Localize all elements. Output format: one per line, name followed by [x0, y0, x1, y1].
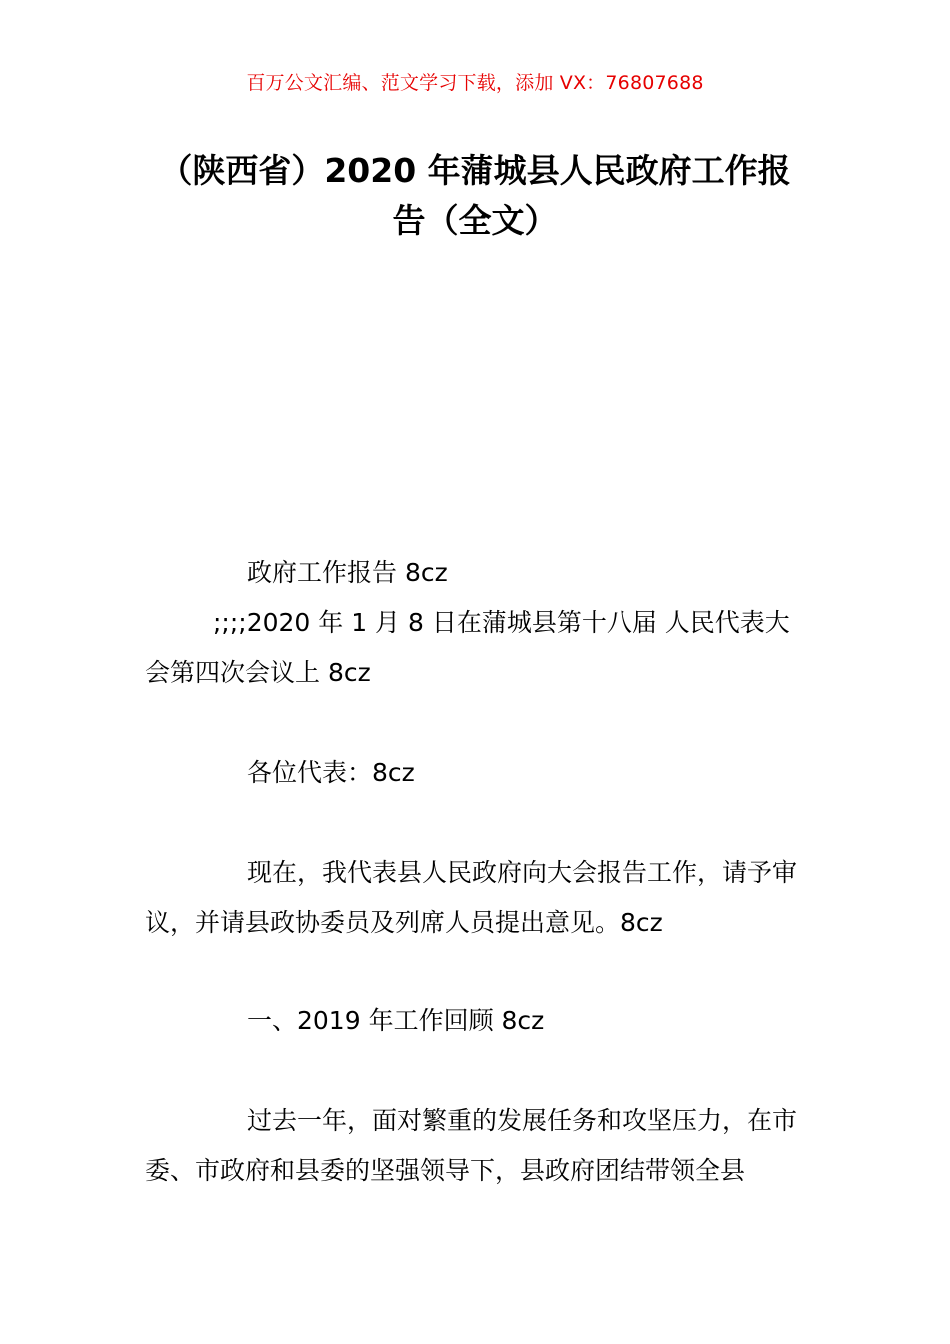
watermark-header-note: 百万公文汇编、范文学习下载，添加 VX：76807688: [246, 72, 704, 94]
paragraph-report-label: [145, 548, 810, 598]
title-line-1: （陕西省）2020 年蒲城县人民政府工作报: [159, 151, 791, 190]
paragraph-salutation: [145, 748, 810, 798]
title-line-2: 告（全文）: [392, 201, 558, 240]
document-title: [140, 146, 810, 246]
paragraph-text: 过去一年，面对繁重的发展任务和攻坚压力，在市委、市政府和县委的坚强领导下，县政府团结带领全县: [145, 1106, 798, 1185]
paragraph-intro: [145, 848, 810, 948]
paragraph-meeting-date: [145, 598, 810, 698]
section-heading-review: [145, 996, 810, 1046]
paragraph-text: 各位代表：8cz: [247, 758, 415, 787]
paragraph-text: ;;;;2020 年 1 月 8 日在蒲城县第十八届 人民代表大会第四次会议上 8cz: [145, 608, 790, 687]
paragraph-past-year: [145, 1096, 810, 1196]
paragraph-text: 一、2019 年工作回顾 8cz: [247, 1006, 545, 1035]
paragraph-text: 政府工作报告 8cz: [247, 558, 448, 587]
paragraph-text: 现在，我代表县人民政府向大会报告工作，请予审议，并请县政协委员及列席人员提出意见。8cz: [145, 858, 798, 937]
